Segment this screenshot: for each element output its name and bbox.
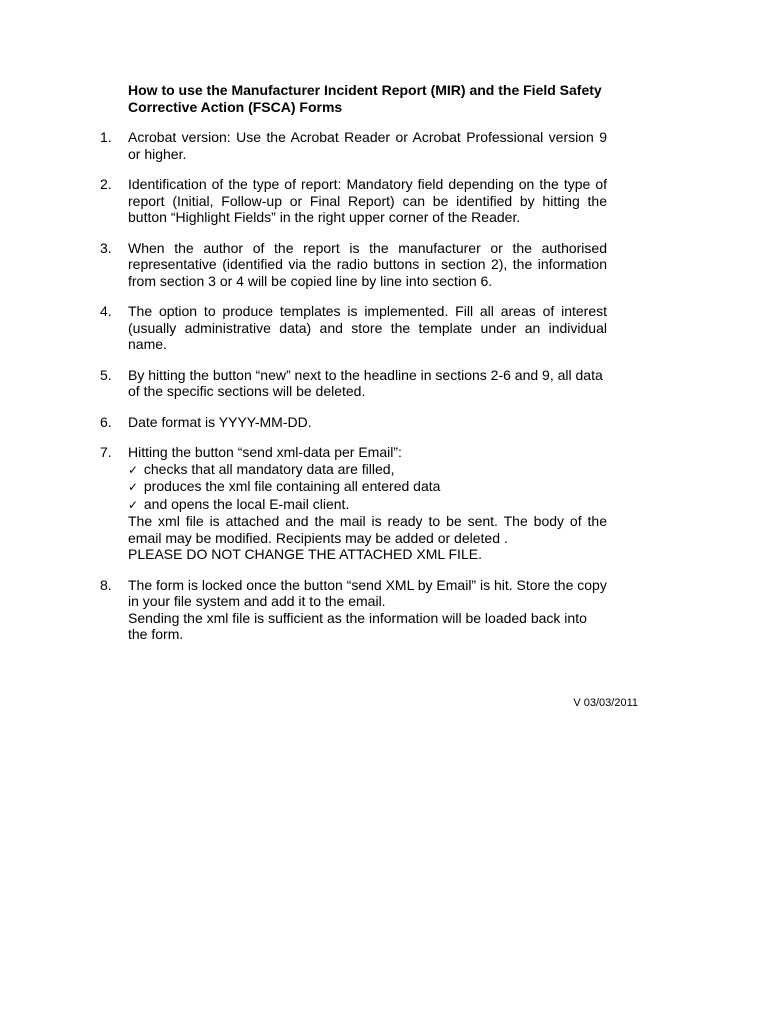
item-paragraph-2: Sending the xml file is sufficient as the information will be loaded back into the form. (128, 609, 587, 642)
item-text: When the author of the report is the manufacturer or the authorised representative (identified via the radio buttons in section 2), the information from section 3 or 4 will be copied line by line into section 6. (128, 239, 607, 289)
check-line-3 (128, 496, 607, 514)
check-mark-icon: ✓ (128, 497, 139, 512)
item-number: 6. (100, 413, 112, 430)
item-text: Identification of the type of report: Mandatory field depending on the type of report (Initial, Follow-up or Final Report) can be identified by hitting the button “Highlight Fields” in the right upper corner of the Reader. (128, 176, 607, 225)
document-title: How to use the Manufacturer Incident Report (MIR) and the Field Safety Corrective Action (FSCA) Forms (128, 82, 602, 115)
check-line-2 (128, 478, 607, 496)
instruction-item-7 (100, 444, 607, 563)
instruction-item-2 (100, 176, 607, 226)
check-mark-icon: ✓ (128, 480, 139, 494)
check-line-1 (128, 461, 607, 479)
item-text (128, 577, 607, 643)
item-number: 7. (100, 444, 112, 460)
instruction-item-5 (100, 367, 607, 400)
item-intro: Hitting the button “send xml-data per Email”: (128, 444, 402, 460)
check-mark-icon: ✓ (128, 462, 139, 477)
item-text: By hitting the button “new” next to the headline in sections 2-6 and 9, all data of the specific sections will be deleted. (128, 366, 603, 399)
check-text: produces the xml file containing all entered data (143, 478, 441, 494)
instruction-item-3 (100, 240, 607, 290)
check-text: checks that all mandatory data are filled, (143, 460, 395, 477)
item-text: The option to produce templates is implemented. Fill all areas of interest (usually administrative data) and store the template under an individual name. (128, 303, 607, 352)
item-number: 1. (100, 129, 112, 145)
item-number: 4. (100, 303, 112, 319)
item-text: Acrobat version: Use the Acrobat Reader or Acrobat Professional version 9 or higher. (128, 129, 607, 162)
item-text (128, 444, 607, 563)
item-text: Date format is YYYY-MM-DD. (128, 413, 312, 430)
item-number: 3. (100, 239, 112, 256)
instruction-item-8 (100, 577, 607, 643)
instruction-item-6 (100, 414, 607, 431)
version-date: V 03/03/2011 (573, 697, 638, 709)
instruction-item-1 (100, 129, 607, 162)
item-number: 5. (100, 366, 112, 383)
check-text: and opens the local E-mail client. (143, 495, 350, 512)
item-after: The xml file is attached and the mail is ready to be sent. The body of the email may be modified. Recipients may be added or deleted . (128, 513, 607, 546)
item-warning: PLEASE DO NOT CHANGE THE ATTACHED XML FILE. (128, 546, 482, 562)
item-number: 2. (100, 176, 112, 192)
item-number: 8. (100, 576, 112, 593)
instruction-item-4 (100, 303, 607, 353)
item-paragraph-1: The form is locked once the button “send XML by Email” is hit. Store the copy in your file system and add it to the email. (128, 576, 607, 609)
instruction-list (100, 129, 607, 657)
